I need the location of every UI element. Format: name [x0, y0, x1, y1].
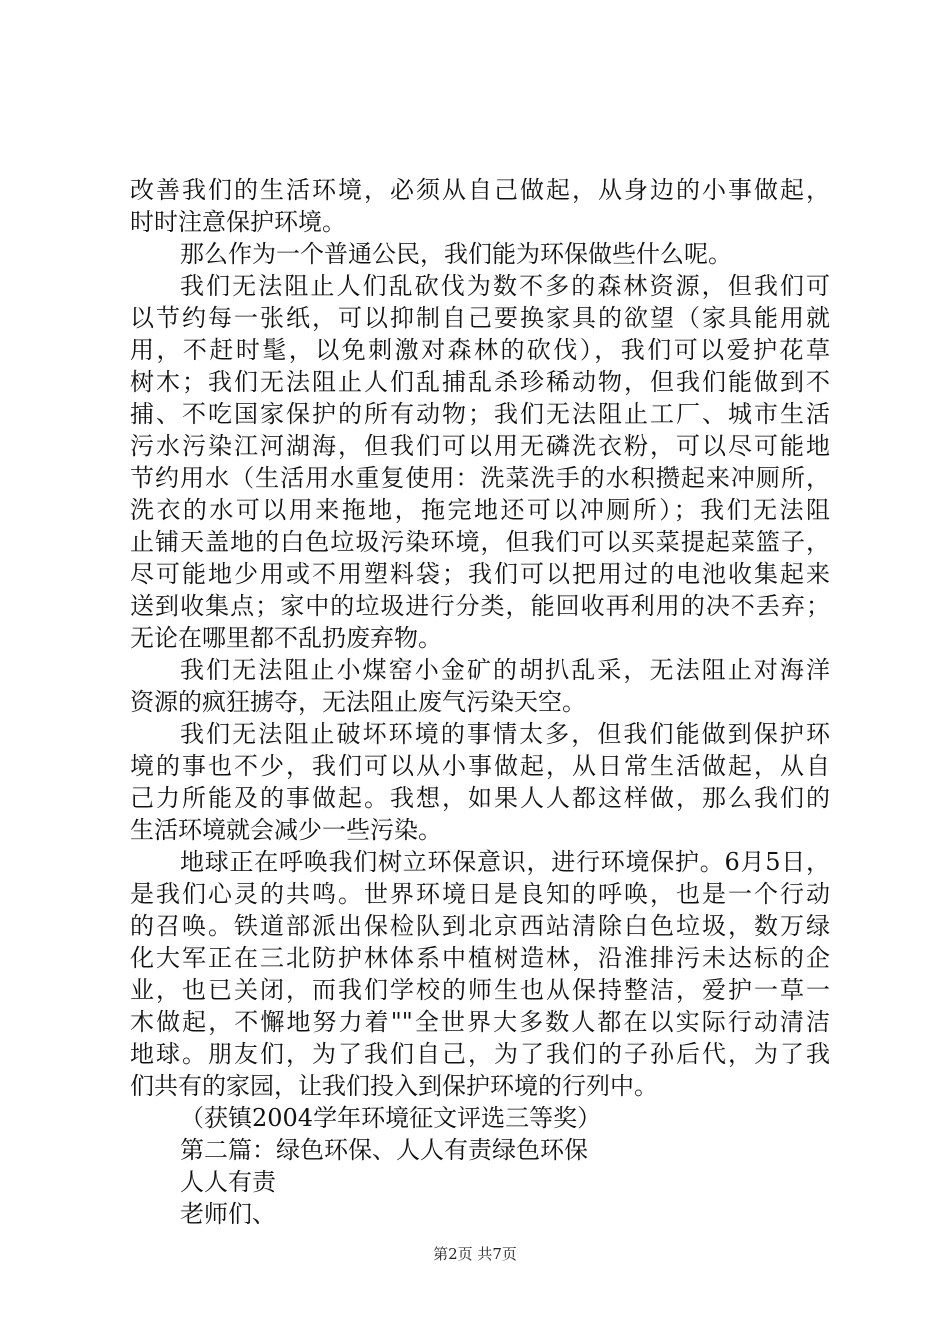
text-line: 境的事也不少，我们可以从小事做起，从日常生活做起，从自	[130, 752, 830, 780]
text-line: 洗衣的水可以用来拖地，拖完地还可以冲厕所）；我们无法阻	[130, 496, 830, 524]
text-line: 木做起，不懈地努力着""全世界大多数人都在以实际行动清洁	[130, 1008, 830, 1036]
text-line: 老师们、	[180, 1200, 276, 1228]
text-line: 节约用水（生活用水重复使用：洗菜洗手的水积攒起来冲厕所，	[130, 464, 830, 492]
text-line: 我们无法阻止小煤窑小金矿的胡扒乱采，无法阻止对海洋	[180, 656, 830, 684]
text-line: 树木；我们无法阻止人们乱捕乱杀珍稀动物，但我们能做到不	[130, 368, 830, 396]
body-text	[130, 174, 830, 1230]
text-line: 们共有的家园，让我们投入到保护环境的行列中。	[130, 1072, 658, 1100]
text-line: 时时注意保护环境。	[130, 208, 346, 236]
text-line: 业，也已关闭，而我们学校的师生也从保持整洁，爱护一草一	[130, 976, 830, 1004]
text-line: 尽可能地少用或不用塑料袋；我们可以把用过的电池收集起来	[130, 560, 830, 588]
text-line: 那么作为一个普通公民，我们能为环保做些什么呢。	[180, 240, 732, 268]
text-line: 用，不赶时髦，以免刺激对森林的砍伐），我们可以爱护花草	[130, 336, 830, 364]
text-line: 无论在哪里都不乱扔废弃物。	[130, 624, 442, 652]
text-line: 以节约每一张纸，可以抑制自己要换家具的欲望（家具能用就	[130, 304, 830, 332]
text-line: 捕、不吃国家保护的所有动物；我们无法阻止工厂、城市生活	[130, 400, 830, 428]
text-line: 送到收集点；家中的垃圾进行分类，能回收再利用的决不丢弃；	[130, 592, 830, 620]
section-heading: 第二篇：绿色环保、人人有责绿色环保	[180, 1136, 588, 1164]
text-line: 化大军正在三北防护林体系中植树造林，沿淮排污未达标的企	[130, 944, 830, 972]
text-line: 是我们心灵的共鸣。世界环境日是良知的呼唤，也是一个行动	[130, 880, 830, 908]
text-line: 的召唤。铁道部派出保检队到北京西站清除白色垃圾，数万绿	[130, 912, 830, 940]
text-line: 止铺天盖地的白色垃圾污染环境，但我们可以买菜提起菜篮子，	[130, 528, 830, 556]
award-note: （获镇2004学年环境征文评选三等奖）	[180, 1104, 602, 1132]
text-line: 人人有责	[180, 1168, 276, 1196]
page-number-footer: 第2页 共7页	[433, 1245, 517, 1263]
text-line: 生活环境就会减少一些污染。	[130, 816, 442, 844]
text-line: 地球。朋友们，为了我们自己，为了我们的子孙后代，为了我	[130, 1040, 830, 1068]
text-line: 己力所能及的事做起。我想，如果人人都这样做，那么我们的	[130, 784, 830, 812]
text-line: 资源的疯狂掳夺，无法阻止废气污染天空。	[130, 688, 586, 716]
text-line: 改善我们的生活环境，必须从自己做起，从身边的小事做起，	[130, 176, 830, 204]
text-line: 地球正在呼唤我们树立环保意识，进行环境保护。6月5日，	[180, 848, 830, 876]
text-line: 我们无法阻止破坏环境的事情太多，但我们能做到保护环	[180, 720, 830, 748]
text-line: 污水污染江河湖海，但我们可以用无磷洗衣粉，可以尽可能地	[130, 432, 830, 460]
text-line: 我们无法阻止人们乱砍伐为数不多的森林资源，但我们可	[180, 272, 830, 300]
